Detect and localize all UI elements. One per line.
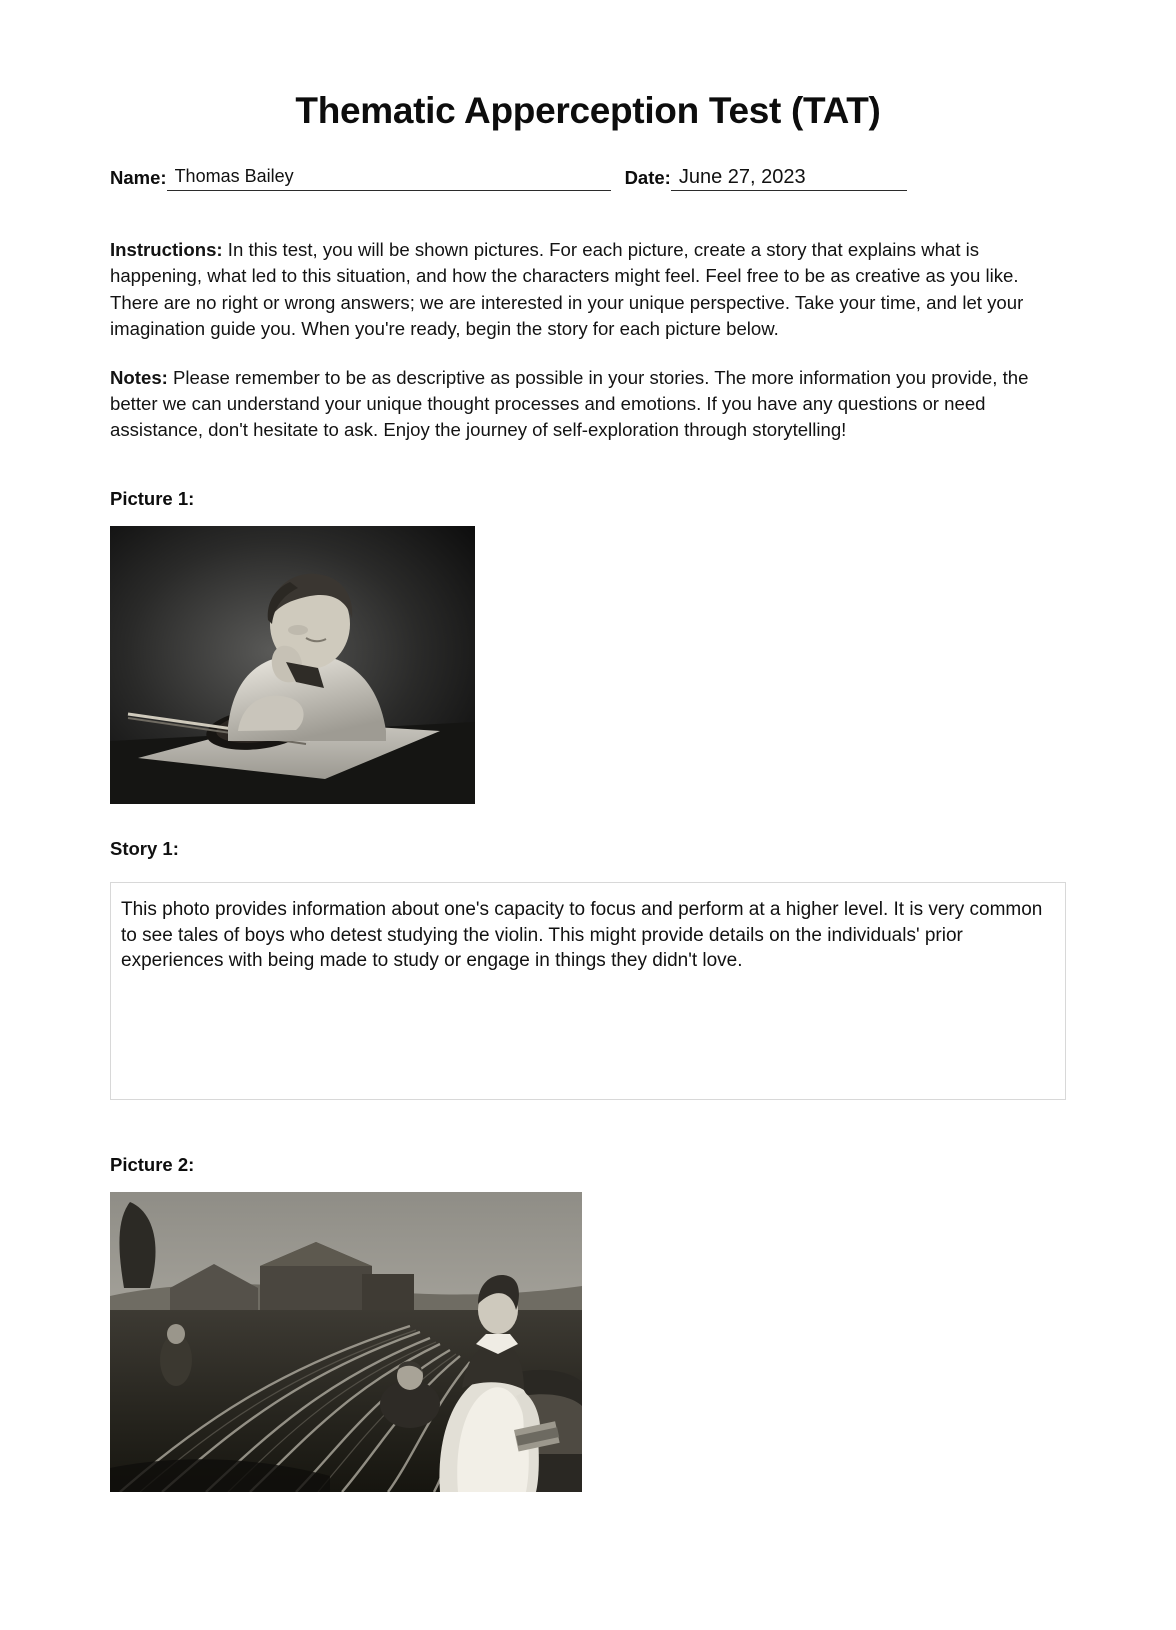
name-input[interactable]: Thomas Bailey: [167, 167, 611, 191]
instructions-label: Instructions:: [110, 239, 223, 260]
notes-text: Please remember to be as descriptive as possible in your stories. The more information you provide, the better we can understand your unique thought processes and emotions. If you have any questions or need assistance, don't hesitate to ask. Enjoy the journey of self-exploration through storytelling!: [110, 366, 1029, 441]
picture-1-label: Picture 1:: [110, 487, 195, 509]
instructions-text: In this test, you will be shown pictures. For each picture, create a story that explains what is happening, what led to this situation, and how the characters might feel. Feel free to be as creative as you like. There are no right or wrong answers; we are interested in your unique perspective. Take your time, and let your imagination guide you. When you're ready, begin the story for each picture below.: [110, 239, 1024, 340]
page-title: Thematic Apperception Test (TAT): [295, 90, 881, 131]
date-input[interactable]: June 27, 2023: [671, 166, 907, 191]
name-label: Name:: [110, 167, 167, 188]
picture-1-image: [110, 526, 475, 804]
date-field[interactable]: [625, 166, 907, 191]
name-field[interactable]: [110, 167, 611, 191]
date-label: Date:: [624, 167, 671, 188]
notes-paragraph: [110, 365, 1066, 444]
identity-row: [110, 166, 1066, 191]
picture-2-label: Picture 2:: [110, 1153, 195, 1175]
story-1-text[interactable]: This photo provides information about one's capacity to focus and perform at a higher level. It is very common to see tales of boys who detest studying the violin. This might provide details on the individuals' prior experiences with being made to study or engage in things they didn't love.: [121, 898, 1048, 972]
instructions-paragraph: [110, 237, 1066, 343]
story-1-box[interactable]: [110, 882, 1066, 1100]
notes-label: Notes:: [110, 366, 168, 388]
picture-2-image: [110, 1192, 582, 1492]
story-1-label: Story 1:: [110, 837, 179, 859]
